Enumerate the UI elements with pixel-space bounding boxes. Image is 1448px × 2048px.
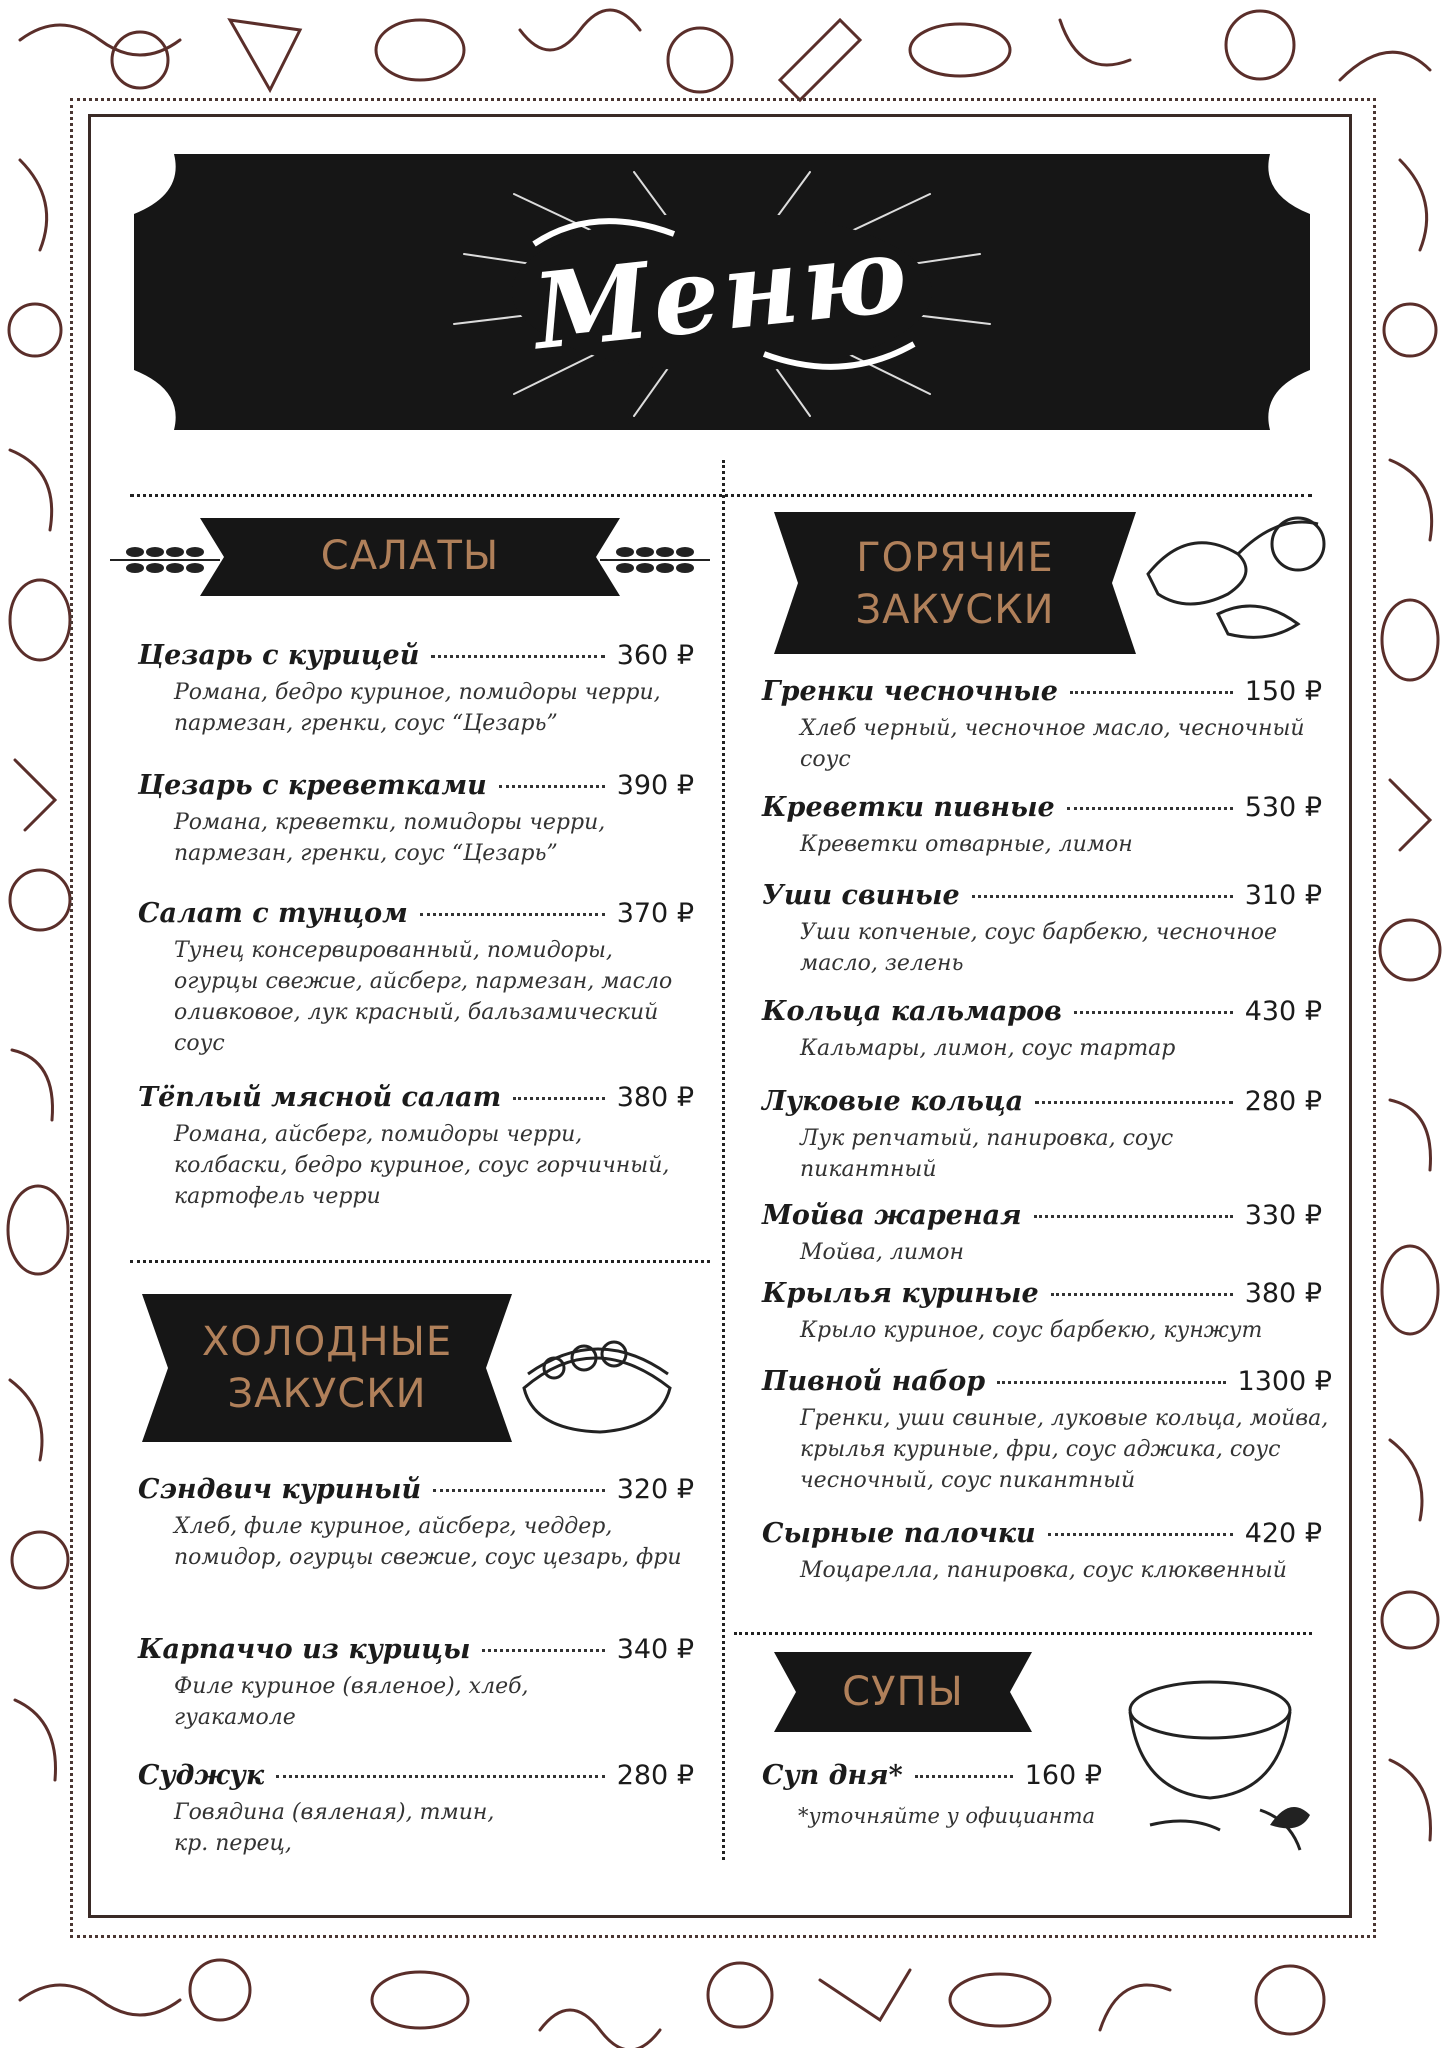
divider-left-mid [130,1260,710,1263]
leader-dots [482,1649,604,1652]
item-description: Тунец консервированный, помидоры, огурцы свежие, айсберг, пармезан, масло оливковое, лук красный, бальзамический соус [174,938,673,1056]
shrimp-icon [1128,494,1328,644]
item-price: 430 ₽ [1244,996,1322,1027]
menu-item [762,792,1322,860]
menu-item [138,1634,694,1733]
item-description: Лук репчатый, панировка, соус пикантный [800,1126,1174,1182]
soup-note: *уточняйте у официанта [798,1804,1096,1828]
item-description: Креветки отварные, лимон [800,832,1133,857]
item-description: Говядина (вяленая), тмин, кр. перец, [174,1800,495,1856]
menu-item [138,1082,694,1212]
item-price: 330 ₽ [1244,1200,1322,1231]
menu-item [762,1086,1322,1185]
item-name: Крылья куриные [762,1278,1039,1309]
item-price: 380 ₽ [616,1082,694,1113]
item-name: Суп дня* [762,1760,903,1791]
item-name: Сэндвич куриный [138,1474,422,1505]
item-description: Мойва, лимон [800,1240,965,1265]
item-name: Уши свиные [762,880,960,911]
item-price: 1300 ₽ [1237,1366,1332,1397]
leader-dots [276,1775,605,1778]
menu-item [762,1760,1102,1791]
item-price: 160 ₽ [1024,1760,1102,1791]
item-name: Суджук [138,1760,265,1791]
hot-label-line1: ГОРЯЧИЕ [856,535,1054,581]
item-price: 310 ₽ [1244,880,1322,911]
item-price: 280 ₽ [616,1760,694,1791]
item-price: 340 ₽ [616,1634,694,1665]
sandwich-icon [514,1318,680,1438]
menu-item [762,1200,1322,1268]
leader-dots [499,785,605,788]
divider-vertical [722,460,725,1860]
item-price: 420 ₽ [1244,1518,1322,1549]
item-description: Крыло куриное, соус барбекю, кунжут [800,1318,1263,1343]
header-banner [134,154,1310,430]
item-name: Пивной набор [762,1366,986,1397]
item-price: 390 ₽ [616,770,694,801]
item-description: Моцарелла, панировка, соус клюквенный [800,1558,1287,1583]
item-description: Хлеб черный, чесночное масло, чесночный соус [800,716,1305,772]
hot-label-line2: ЗАКУСКИ [855,587,1055,633]
item-name: Салат с тунцом [138,898,408,929]
leader-dots [431,655,604,658]
item-description: Романа, креветки, помидоры черри, пармезан, гренки, соус “Цезарь” [174,810,606,866]
item-name: Сырные палочки [762,1518,1036,1549]
item-name: Кольца кальмаров [762,996,1062,1027]
item-name: Луковые кольца [762,1086,1024,1117]
item-price: 360 ₽ [616,640,694,671]
menu-item [138,640,694,739]
item-description: Хлеб, филе куриное, айсберг, чеддер, помидор, огурцы свежие, соус цезарь, фри [174,1514,682,1570]
leader-dots [1035,1101,1233,1104]
item-price: 370 ₽ [616,898,694,929]
soups-label: СУПЫ [842,1669,964,1715]
item-name: Гренки чесночные [762,676,1058,707]
item-name: Цезарь с курицей [138,640,420,671]
leader-dots [1048,1533,1233,1536]
item-name: Цезарь с креветками [138,770,487,801]
item-name: Мойва жареная [762,1200,1022,1231]
item-description: Кальмары, лимон, соус тартар [800,1036,1176,1061]
menu-item [762,1518,1322,1586]
soup-bowl-icon [1120,1660,1320,1860]
item-name: Карпаччо из курицы [138,1634,471,1665]
menu-item [762,996,1322,1064]
salads-label: САЛАТЫ [320,533,500,579]
item-price: 150 ₽ [1244,676,1322,707]
leader-dots [513,1097,604,1100]
item-description: Гренки, уши свиные, луковые кольца, мойва, крылья куриные, фри, соус аджика, соус чесночный, соус пикантный [800,1406,1329,1493]
leader-dots [433,1489,605,1492]
item-price: 380 ₽ [1244,1278,1322,1309]
menu-item [762,676,1322,775]
hot-label [774,532,1136,636]
menu-item [138,1760,694,1859]
item-price: 320 ₽ [616,1474,694,1505]
menu-item [762,1366,1332,1496]
leader-dots [420,913,605,916]
item-description: Романа, айсберг, помидоры черри, колбаски, бедро куриное, соус горчичный, картофель черри [174,1122,670,1209]
leader-dots [972,895,1233,898]
cold-label-line2: ЗАКУСКИ [227,1371,427,1417]
leader-dots [1074,1011,1233,1014]
divider-right-mid [734,1632,1312,1635]
leader-dots [1067,807,1233,810]
menu-item [762,880,1322,979]
leader-dots [1051,1293,1233,1296]
cold-label-line1: ХОЛОДНЫЕ [201,1319,453,1365]
item-name: Тёплый мясной салат [138,1082,502,1113]
item-description: Уши копченые, соус барбекю, чесночное масло, зелень [800,920,1277,976]
leader-dots [1070,691,1233,694]
leader-dots [997,1381,1225,1384]
menu-item [138,1474,694,1573]
menu-item [138,898,694,1059]
leader-dots [915,1775,1013,1778]
item-name: Креветки пивные [762,792,1055,823]
item-price: 530 ₽ [1244,792,1322,823]
menu-title: Меню [527,211,917,373]
menu-item [762,1278,1322,1346]
item-description: Филе куриное (вяленое), хлеб, гуакамоле [174,1674,529,1730]
item-price: 280 ₽ [1244,1086,1322,1117]
cold-label [142,1316,512,1420]
leader-dots [1034,1215,1233,1218]
item-description: Романа, бедро куриное, помидоры черри, пармезан, гренки, соус “Цезарь” [174,680,661,736]
menu-item [138,770,694,869]
